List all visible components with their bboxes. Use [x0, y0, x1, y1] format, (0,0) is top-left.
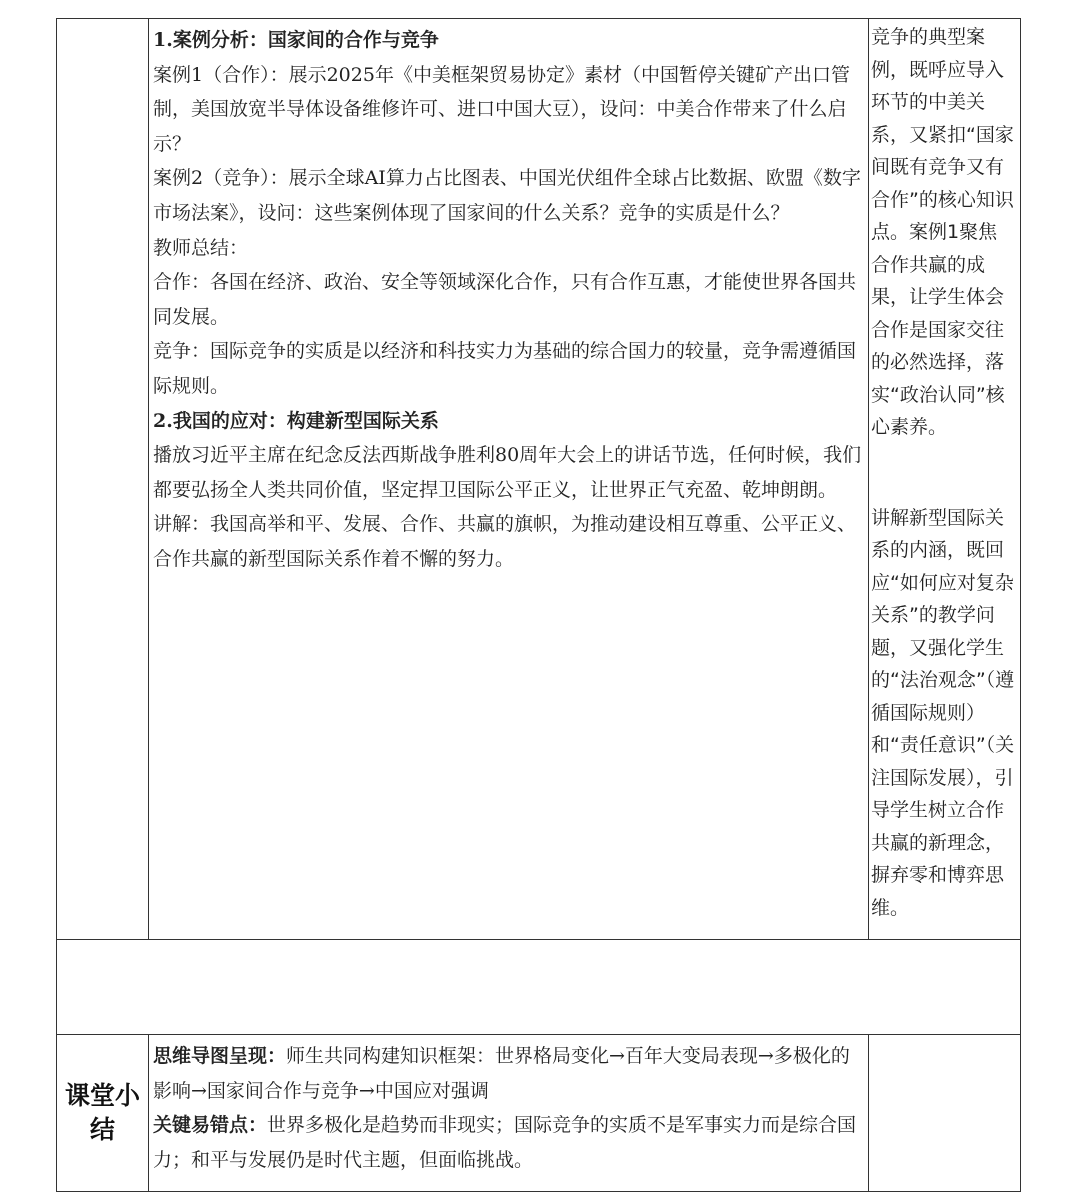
empty-row — [57, 940, 1021, 1035]
explanation-text: 讲解：我国高举和平、发展、合作、共赢的旗帜，为推动建设相互尊重、公平正义、合作共赢的新型国际关系作着不懈的努力。 — [153, 513, 857, 570]
lesson-plan-table — [56, 18, 1021, 1192]
keypoint-paragraph — [153, 1108, 864, 1177]
mindmap-paragraph — [153, 1039, 864, 1108]
teaching-content-cell — [149, 19, 869, 940]
empty-cell — [57, 940, 1021, 1035]
design-intent-cell — [869, 19, 1021, 940]
cooperation-text: 合作：各国在经济、政治、安全等领域深化合作，只有合作互惠，才能使世界各国共同发展。 — [153, 271, 857, 328]
stage-label-cell — [57, 19, 149, 940]
design-note-2: 讲解新型国际关系的内涵，既回应“如何应对复杂关系”的教学问题，又强化学生的“法治观念”（遵循国际规则）和“责任意识”（关注国际发展），引导学生树立合作共赢的新理念，摒弃零和博弈思维。 — [871, 506, 1015, 919]
keypoint-text: 世界多极化是趋势而非现实；国际竞争的实质不是军事实力而是综合国力；和平与发展仍是时代主题，但面临挑战。 — [153, 1114, 857, 1171]
summary-note-cell — [869, 1035, 1021, 1192]
case2-text: 案例2（竞争）：展示全球AI算力占比图表、中国光伏组件全球占比数据、欧盟《数字市场法案》，设问：这些案例体现了国家间的什么关系？竞争的实质是什么？ — [153, 167, 861, 224]
teacher-summary-label: 教师总结： — [153, 236, 249, 259]
summary-label: 课堂小结 — [57, 1035, 149, 1192]
mindmap-label: 思维导图呈现： — [153, 1045, 287, 1067]
summary-content-cell — [149, 1035, 869, 1192]
teaching-process-row — [57, 19, 1021, 940]
section2-title: 2.我国的应对：构建新型国际关系 — [153, 409, 439, 432]
section1-title: 1.案例分析：国家间的合作与竞争 — [153, 29, 439, 51]
mindmap-text: 师生共同构建知识框架：世界格局变化→百年大变局表现→多极化的影响→国家间合作与竞争→中国应对强调 — [153, 1045, 850, 1102]
broadcast-text: 播放习近平主席在纪念反法西斯战争胜利80周年大会上的讲话节选，任何时候，我们都要弘扬全人类共同价值，坚定捍卫国际公平正义，让世界正气充盈、乾坤朗朗。 — [153, 444, 862, 501]
summary-row — [57, 1035, 1021, 1192]
case1-text: 案例1（合作）：展示2025年《中美框架贸易协定》素材（中国暂停关键矿产出口管制，美国放宽半导体设备维修许可、进口中国大豆），设问：中美合作带来了什么启示？ — [153, 63, 850, 155]
keypoint-label: 关键易错点： — [153, 1114, 268, 1137]
note-spacer — [871, 444, 1016, 502]
competition-text: 竞争：国际竞争的实质是以经济和科技实力为基础的综合国力的较量，竞争需遵循国际规则。 — [153, 340, 857, 397]
design-note-1: 竞争的典型案例，既呼应导入环节的中美关系，又紧扣“国家间既有竞争又有合作”的核心知识点。案例1聚焦合作共赢的成果，让学生体会合作是国家交往的必然选择，落实“政治认同”核心素养。 — [871, 26, 1014, 438]
